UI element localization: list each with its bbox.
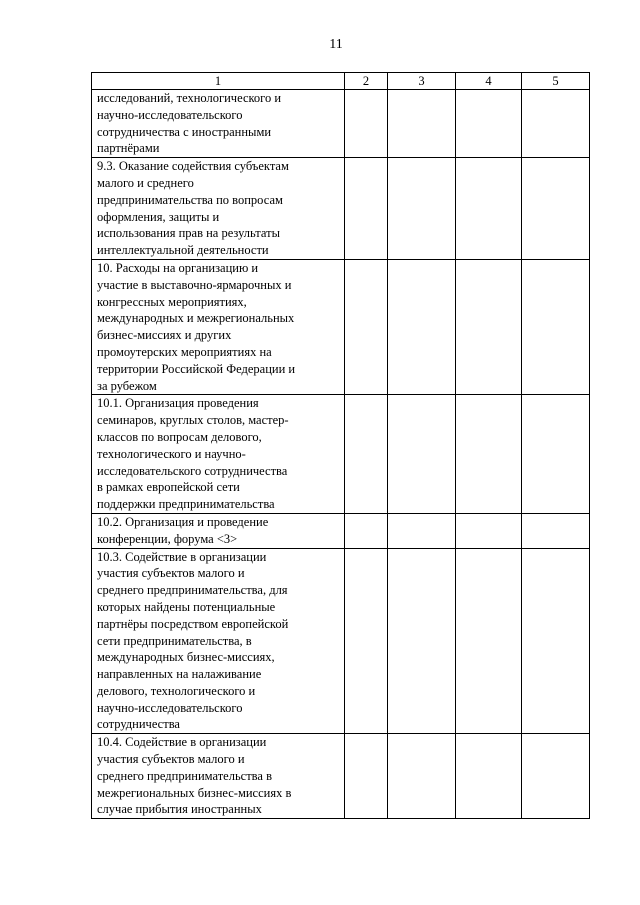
table-cell <box>522 548 590 734</box>
table-cell <box>345 513 388 548</box>
table-cell <box>522 513 590 548</box>
table-cell <box>522 158 590 260</box>
table-cell <box>456 259 522 394</box>
table-cell <box>522 734 590 819</box>
table-cell <box>345 734 388 819</box>
table-row <box>92 395 590 514</box>
table-cell <box>456 513 522 548</box>
row-description: 10.1. Организация проведения семинаров, круглых столов, мастер- классов по вопросам делового, технологического и научно- исследовательского сотрудничества в рамках европейской сети поддержки предпринимательства <box>92 395 345 514</box>
column-header-3: 3 <box>388 73 456 90</box>
table-cell <box>345 548 388 734</box>
table-cell <box>388 734 456 819</box>
table-cell <box>522 90 590 158</box>
table-cell <box>388 513 456 548</box>
table-cell <box>388 90 456 158</box>
table-cell <box>456 395 522 514</box>
table-cell <box>345 158 388 260</box>
table-cell <box>456 548 522 734</box>
column-header-4: 4 <box>456 73 522 90</box>
table-cell <box>522 259 590 394</box>
column-header-5: 5 <box>522 73 590 90</box>
column-header-1: 1 <box>92 73 345 90</box>
table-cell <box>456 158 522 260</box>
document-table <box>91 72 590 819</box>
row-description: 10.4. Содействие в организации участия субъектов малого и среднего предпринимательства в межрегиональных бизнес-миссиях в случае прибытия иностранных <box>92 734 345 819</box>
table-row <box>92 513 590 548</box>
table-cell <box>522 395 590 514</box>
table-row <box>92 548 590 734</box>
table-cell <box>456 734 522 819</box>
table-cell <box>345 395 388 514</box>
table-row <box>92 158 590 260</box>
table-body <box>92 73 590 819</box>
row-description: исследований, технологического и научно-исследовательского сотрудничества с иностранными партнёрами <box>92 90 345 158</box>
table-cell <box>388 158 456 260</box>
table-header-row <box>92 73 590 90</box>
table-cell <box>388 548 456 734</box>
column-header-2: 2 <box>345 73 388 90</box>
row-description: 10.3. Содействие в организации участия субъектов малого и среднего предпринимательства, для которых найдены потенциальные партнёры посредством европейской сети предпринимательства, в международных бизнес-миссиях, направленных на налаживание делового, технологического и научно-исследовательского сотрудничества <box>92 548 345 734</box>
table-cell <box>456 90 522 158</box>
row-description: 9.3. Оказание содействия субъектам малого и среднего предпринимательства по вопросам оформления, защиты и использования прав на результаты интеллектуальной деятельности <box>92 158 345 260</box>
row-description: 10. Расходы на организацию и участие в выставочно-ярмарочных и конгрессных мероприятиях, международных и межрегиональных бизнес-миссиях и других промоутерских мероприятиях на территории Российской Федерации и за рубежом <box>92 259 345 394</box>
table-cell <box>345 90 388 158</box>
table-cell <box>388 259 456 394</box>
table-row <box>92 90 590 158</box>
table-row <box>92 259 590 394</box>
page-number: 11 <box>329 37 343 52</box>
table-row <box>92 734 590 819</box>
row-description: 10.2. Организация и проведение конференции, форума <3> <box>92 513 345 548</box>
table-cell <box>345 259 388 394</box>
table-cell <box>388 395 456 514</box>
